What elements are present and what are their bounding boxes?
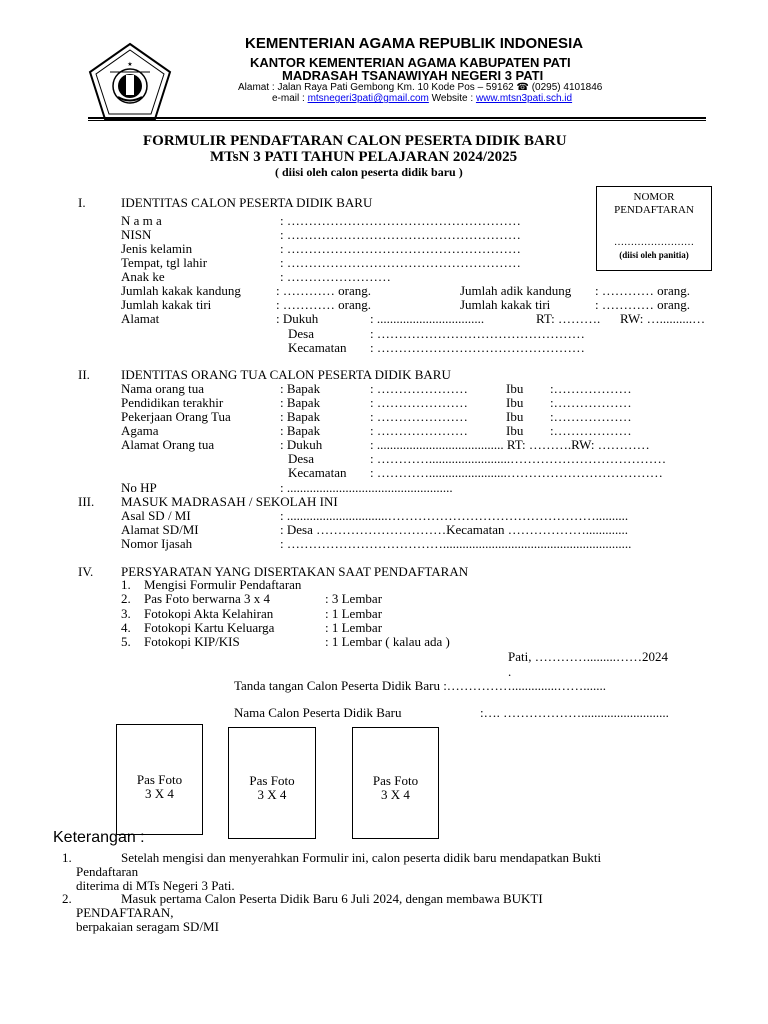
label-adik-kandung: Jumlah adik kandung <box>460 283 572 298</box>
label-ibu: Ibu <box>506 423 524 438</box>
label-bapak: : Bapak <box>280 381 321 396</box>
notes-heading: Keterangan : <box>53 829 145 846</box>
email-label: e-mail : <box>272 93 308 104</box>
note-text: PENDAFTARAN, <box>76 905 174 920</box>
photo-box-size: 3 X 4 <box>257 787 287 802</box>
svg-text:★: ★ <box>127 61 133 68</box>
field-agama-bapak[interactable]: : ………………… <box>370 423 468 438</box>
label-kecamatan-ortu: Kecamatan <box>288 465 347 480</box>
note-text: berpakaian seragam SD/MI <box>76 919 219 934</box>
label-nisn: NISN <box>121 227 152 242</box>
reg-box-note: (diisi oleh panitia) <box>619 250 689 260</box>
letterhead-address: Alamat : Jalan Raya Pati Gembong Km. 10 Kode Pos – 59162 ☎ (0295) 4101846 <box>238 82 603 93</box>
photo-box <box>228 727 316 839</box>
label-desa-ortu: Desa <box>288 451 314 466</box>
requirement-number: 3. <box>121 606 131 621</box>
field-no-hp[interactable]: : ................................................... <box>280 480 453 495</box>
label-bapak: : Bapak <box>280 395 321 410</box>
note-text: diterima di MTs Negeri 3 Pati. <box>76 878 235 893</box>
photo-box <box>116 724 203 835</box>
section1-heading: IDENTITAS CALON PESERTA DIDIK BARU <box>121 195 373 210</box>
note-text: Setelah mengisi dan menyerahkan Formulir ini, calon peserta didik baru mendapatkan Bukti <box>121 850 602 865</box>
place-date-dot: . <box>508 664 512 679</box>
field-ttl[interactable]: : ……………………………………………… <box>280 255 521 270</box>
signature-field[interactable]: Tanda tangan Calon Peserta Didik Baru :……………..............……....... <box>234 678 607 693</box>
name-label: Nama Calon Peserta Didik Baru <box>234 705 402 720</box>
letterhead-divider <box>88 117 706 121</box>
section4-num: IV. <box>78 564 94 579</box>
field-rt[interactable]: RT: ………. <box>536 311 601 326</box>
label-nomor-ijasah: Nomor Ijasah <box>121 536 193 551</box>
label-ttl: Tempat, tgl lahir <box>121 255 208 270</box>
letterhead-school: MADRASAH TSANAWIYAH NEGERI 3 PATI <box>282 68 544 83</box>
place-date[interactable]: Pati, ………….........……2024 <box>508 649 668 664</box>
note-text: Masuk pertama Calon Peserta Didik Baru 6 Juli 2024, dengan membawa BUKTI <box>121 891 543 906</box>
letterhead-ministry: KEMENTERIAN AGAMA REPUBLIK INDONESIA <box>245 35 584 52</box>
photo-box-label: Pas Foto <box>372 773 419 788</box>
label-nama-ortu: Nama orang tua <box>121 381 205 396</box>
label-pekerjaan: Pekerjaan Orang Tua <box>121 409 231 424</box>
field-asal-sd[interactable]: : ...............................………………………………………….......... <box>280 508 629 523</box>
requirement-text: Fotokopi Kartu Keluarga <box>144 620 275 635</box>
label-kecamatan: Kecamatan <box>288 340 347 355</box>
field-kakak-tiri-2[interactable]: : ………… orang. <box>595 297 690 312</box>
label-alamat-ortu: Alamat Orang tua <box>121 437 215 452</box>
requirement-text: Fotokopi Akta Kelahiran <box>144 606 274 621</box>
requirement-text: Mengisi Formulir Pendaftaran <box>144 577 302 592</box>
field-dukuh[interactable]: : ................................. <box>370 311 485 326</box>
email-link[interactable]: mtsnegeri3pati@gmail.com <box>307 93 429 104</box>
website-label: Website : <box>428 93 476 104</box>
requirement-qty: : 1 Lembar <box>325 606 383 621</box>
field-nama[interactable]: : ……………………………………………… <box>280 213 521 228</box>
form-subtitle: ( diisi oleh calon peserta didik baru ) <box>275 165 463 179</box>
field-pendidikan-ibu[interactable]: :……………… <box>550 395 632 410</box>
label-ibu: Ibu <box>506 381 524 396</box>
letterhead-contact <box>272 93 572 104</box>
requirement-number: 2. <box>121 591 131 606</box>
requirement-qty: : 1 Lembar ( kalau ada ) <box>325 634 450 649</box>
field-kakak-kandung[interactable]: : ………… orang. <box>276 283 371 298</box>
label-bapak: : Bapak <box>280 423 321 438</box>
label-ibu: Ibu <box>506 409 524 424</box>
requirement-number: 4. <box>121 620 131 635</box>
reg-box-label2: PENDAFTARAN <box>614 204 694 216</box>
label-alamat: Alamat <box>121 311 160 326</box>
section2-num: II. <box>78 367 90 382</box>
photo-box-size: 3 X 4 <box>381 787 410 802</box>
field-pendidikan-bapak[interactable]: : ………………… <box>370 395 468 410</box>
photo-box-size: 3 X 4 <box>145 786 174 801</box>
label-desa: Desa <box>288 326 314 341</box>
note-text: Pendaftaran <box>76 864 139 879</box>
section3-heading: MASUK MADRASAH / SEKOLAH INI <box>121 494 338 509</box>
label-kakak-kandung: Jumlah kakak kandung <box>121 283 241 298</box>
requirement-text: Pas Foto berwarna 3 x 4 <box>144 591 271 606</box>
field-pekerjaan-ibu[interactable]: :……………… <box>550 409 632 424</box>
field-desa-ortu[interactable]: : ………….........................……………………………… <box>370 451 667 466</box>
field-kecamatan[interactable]: : ………………………………………… <box>370 340 585 355</box>
ministry-logo <box>88 42 172 122</box>
form-title: FORMULIR PENDAFTARAN CALON PESERTA DIDIK BARU <box>143 133 567 149</box>
field-jenis-kelamin[interactable]: : ……………………………………………… <box>280 241 521 256</box>
label-bapak: : Bapak <box>280 409 321 424</box>
label-dukuh: : Dukuh <box>276 311 319 326</box>
field-desa[interactable]: : ………………………………………… <box>370 326 585 341</box>
label-no-hp: No HP <box>121 480 157 495</box>
field-dukuh-ortu[interactable]: : ....................................... RT: ……….RW: ………… <box>370 437 650 452</box>
field-pekerjaan-bapak[interactable]: : ………………… <box>370 409 468 424</box>
name-field[interactable]: :…. ………………........................... <box>480 705 669 720</box>
reg-box-dots: …………………… <box>614 237 694 248</box>
form-title-year: MTsN 3 PATI TAHUN PELAJARAN 2024/2025 <box>210 149 518 165</box>
label-jenis-kelamin: Jenis kelamin <box>121 241 193 256</box>
label-alamat-sd: Alamat SD/MI <box>121 522 199 537</box>
requirement-text: Fotokopi KIP/KIS <box>144 634 240 649</box>
requirement-qty: : 1 Lembar <box>325 620 383 635</box>
field-nisn[interactable]: : ……………………………………………… <box>280 227 521 242</box>
field-rw[interactable]: RW: …..........… <box>620 311 706 326</box>
label-asal-sd: Asal SD / MI <box>121 508 191 523</box>
photo-box-label: Pas Foto <box>249 773 295 788</box>
label-agama: Agama <box>121 423 159 438</box>
label-anak-ke: Anak ke <box>121 269 165 284</box>
registration-number-box <box>596 186 712 271</box>
requirement-qty: : 3 Lembar <box>325 591 383 606</box>
field-agama-ibu[interactable]: :……………… <box>550 423 632 438</box>
section3-num: III. <box>78 494 95 509</box>
label-kakak-tiri-2: Jumlah kakak tiri <box>460 297 551 312</box>
field-kecamatan-ortu[interactable]: : …………........................……………………………… <box>370 465 663 480</box>
field-kakak-tiri[interactable]: : ………… orang. <box>276 297 371 312</box>
letterhead-office: KANTOR KEMENTERIAN AGAMA KABUPATEN PATI <box>250 55 571 70</box>
field-nama-bapak[interactable]: : ………………… <box>370 381 468 396</box>
label-pendidikan: Pendidikan terakhir <box>121 395 224 410</box>
requirement-number: 5. <box>121 634 131 649</box>
photo-box-label: Pas Foto <box>136 772 183 787</box>
photo-box <box>352 727 439 839</box>
website-link[interactable]: www.mtsn3pati.sch.id <box>475 93 573 104</box>
label-kakak-tiri: Jumlah kakak tiri <box>121 297 212 312</box>
note-number: 1. <box>62 850 72 865</box>
requirement-number: 1. <box>121 577 131 592</box>
field-nama-ibu[interactable]: :……………… <box>550 381 632 396</box>
section4-heading: PERSYARATAN YANG DISERTAKAN SAAT PENDAFTARAN <box>121 564 469 579</box>
label-nama: N a m a <box>121 213 162 228</box>
field-anak-ke[interactable]: : …………………… <box>280 269 391 284</box>
field-adik-kandung[interactable]: : ………… orang. <box>595 283 690 298</box>
section1-num: I. <box>78 195 86 210</box>
field-alamat-sd[interactable]: : Desa …………………………Kecamatan ………………............. <box>280 522 629 537</box>
label-ibu: Ibu <box>506 395 524 410</box>
section2-heading: IDENTITAS ORANG TUA CALON PESERTA DIDIK BARU <box>121 367 451 382</box>
reg-box-label: NOMOR <box>633 191 675 203</box>
note-number: 2. <box>62 891 72 906</box>
label-dukuh-ortu: : Dukuh <box>280 437 323 452</box>
field-nomor-ijasah[interactable]: : ……………………………….......................................................... <box>280 536 632 551</box>
